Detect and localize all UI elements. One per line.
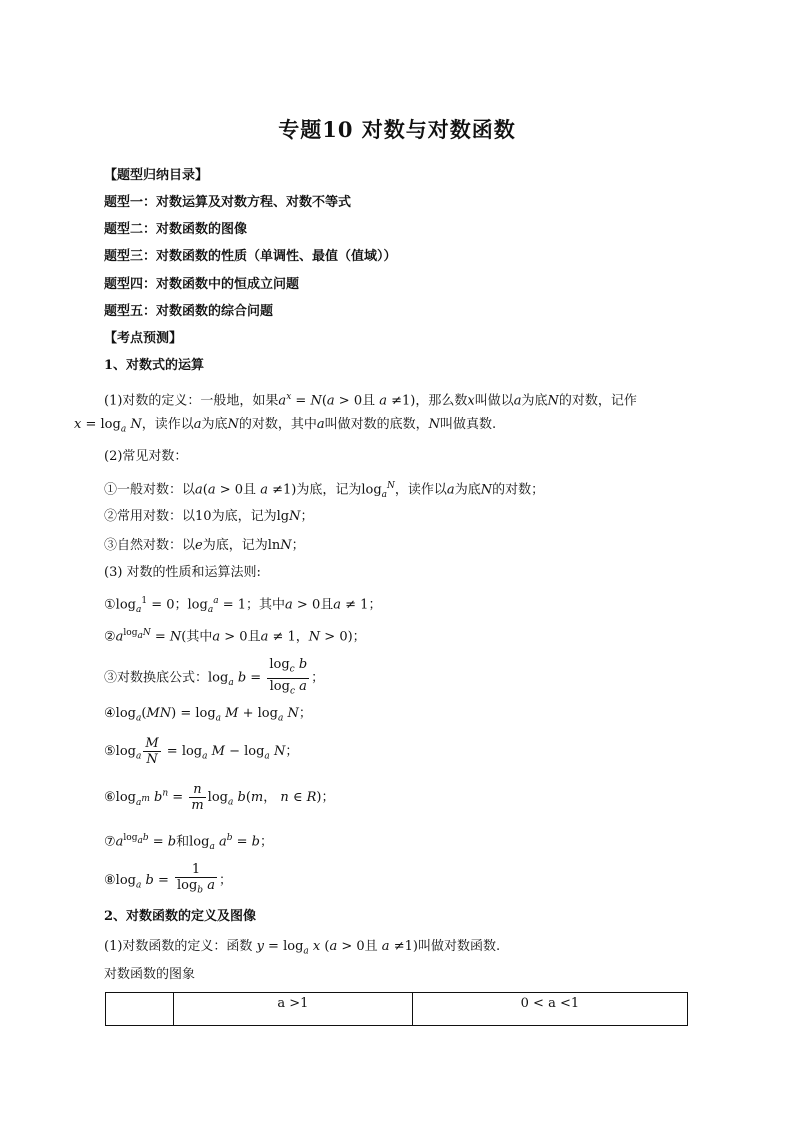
toc-item-1: 题型一：对数运算及对数方程、对数不等式	[104, 195, 352, 210]
section-1-heading: 1、对数式的运算	[104, 358, 205, 373]
rule-4-product: $④\log_a(MN) = \log_a M + \log_a N$；	[104, 706, 312, 724]
page-title: 专题10 对数与对数函数	[278, 117, 516, 142]
table-row	[106, 993, 688, 1026]
toc-item-2: 题型二：对数函数的图像	[104, 222, 248, 237]
rule-5-quotient: $⑤\log_a$ $\frac{M}{N}$ = $\log_a M - \log_a N$；	[104, 736, 299, 767]
common-log-general: ①一般对数：以a(a > 0且 a ≠1)为底，记为$\log_a^N$，读作以a为底N的对数；	[104, 481, 545, 500]
toc-heading: 【题型归纳目录】	[104, 168, 209, 183]
log-graph-table	[105, 992, 688, 1026]
toc-item-5: 题型五：对数函数的综合问题	[104, 304, 274, 319]
toc-item-4: 题型四：对数函数中的恒成立问题	[104, 277, 300, 292]
graph-label: 对数函数的图象	[104, 967, 196, 982]
rules-heading: (3) 对数的性质和运算法则:	[104, 565, 261, 580]
table-header-a-gt-1: a >1	[174, 993, 413, 1026]
table-header-empty	[106, 993, 174, 1026]
log-definition-line2: $x = \log_a N$，读作以a为底N的对数，其中a叫做对数的底数，N叫做真数.	[74, 417, 497, 435]
rule-1: $①\log_a^1 = 0$；$\log_a^a = 1$；其中a > 0且a ≠ 1；	[104, 596, 382, 615]
rule-3-change-of-base: ③对数换底公式：$\log_a b$ = $\frac{\log_c b}{\log_c a}$ ；	[104, 657, 325, 697]
rule-7-inverse: $⑦a^{log_ab} = b$和$\log_a a^b = b$；	[104, 833, 274, 852]
common-log-base10: ②常用对数：以10为底，记为lgN；	[104, 509, 314, 524]
rule-8-reciprocal: $⑧\log_a$ b = $\frac{1}{\log_b a}$ ；	[104, 862, 232, 896]
table-header-a-lt-1: 0 < a <1	[412, 993, 687, 1026]
log-function-definition: (1)对数函数的定义：函数 $y = \log_a x$ (a > 0且 a ≠1)叫做对数函数.	[104, 939, 501, 957]
rule-2: $②a^{log_aN} = N$(其中a > 0且a ≠ 1，N > 0)；	[104, 628, 366, 645]
log-definition-line1: (1)对数的定义：一般地，如果$a^x = N(a > 0$且 a ≠1)，那么数x叫做以a为底N的对数，记作	[104, 392, 637, 409]
rule-6-power: $⑥\log_{a^m}$ $b^n$ = $\frac{n}{m}$ $\log_a b(m$， n ∈ R)；	[104, 782, 335, 813]
section-2-heading: 2、对数函数的定义及图像	[104, 909, 257, 924]
forecast-heading: 【考点预测】	[104, 331, 183, 346]
common-log-natural: ③自然对数：以e为底，记为lnN；	[104, 538, 305, 553]
common-logs-heading: (2)常见对数：	[104, 449, 188, 464]
toc-item-3: 题型三：对数函数的性质（单调性、最值（值域））	[104, 249, 397, 264]
